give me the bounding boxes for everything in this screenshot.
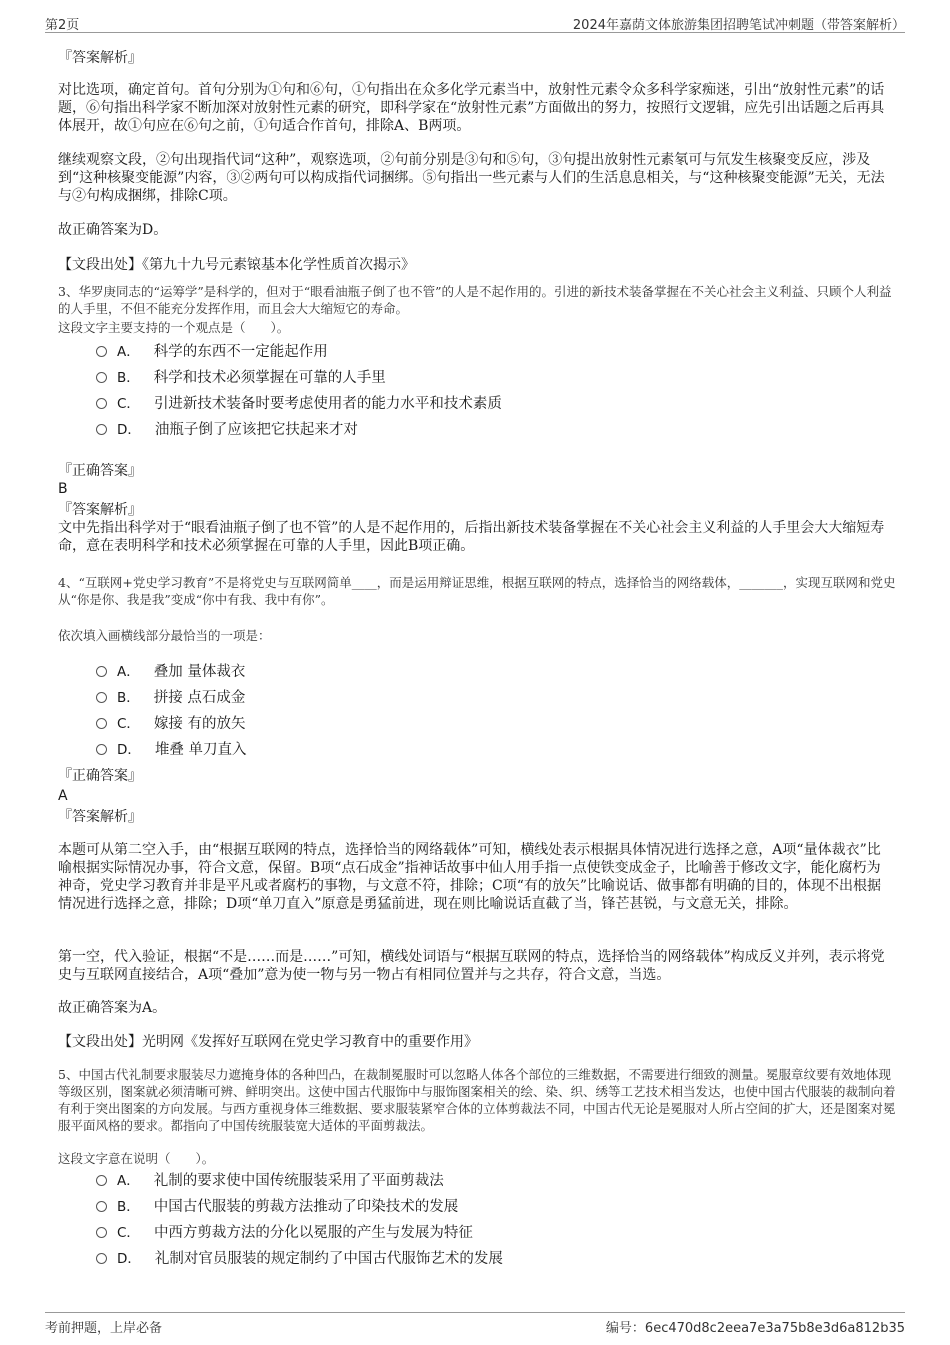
- page-footer: [45, 1312, 905, 1335]
- option-text: 引进新技术装备时要考虑使用者的能力水平和技术素质: [153, 396, 502, 412]
- q3-option-c[interactable]: [96, 394, 502, 414]
- q4-analysis-para-2: 第一空，代入验证，根据“不是……而是……”可知，横线处词语与“根据互联网的特点，选择恰当的网络载体”构成反义并列，表示将党史与互联网直接结合，A项“叠加”意为使一物与另一物占有相同位置并与之共存，符合文意，当选。: [58, 949, 885, 983]
- radio-icon[interactable]: [96, 372, 107, 383]
- q4-question: 依次填入画横线部分最恰当的一项是：: [58, 628, 271, 643]
- q4-analysis-label: 『答案解析』: [58, 809, 142, 825]
- footer-slogan: 考前押题，上岸必备: [45, 1321, 163, 1336]
- option-text: 中国古代服装的剪裁方法推动了印染技术的发展: [153, 1199, 459, 1215]
- option-key: C．: [117, 1225, 140, 1241]
- q3-answer-label: 『正确答案』: [58, 463, 142, 479]
- option-key: B．: [117, 1199, 140, 1215]
- radio-icon[interactable]: [96, 424, 107, 435]
- radio-icon[interactable]: [96, 1253, 107, 1264]
- q4-option-a[interactable]: [96, 662, 245, 682]
- option-key: D．: [117, 422, 141, 438]
- q3-stem: 3、华罗庚同志的“运筹学”是科学的，但对于“眼看油瓶子倒了也不管”的人是不起作用的。引进的新技术装备掌握在不关心社会主义利益、只顾个人利益的人手里，不但不能充分发挥作用，而且会大大缩短它的寿命。: [58, 284, 892, 316]
- q2-analysis-para-1: 对比选项，确定首句。首句分别为①句和⑥句，①句指出在众多化学元素当中，放射性元素令众多科学家痴迷，引出“放射性元素”的话题，⑥句指出科学家不断加深对放射性元素的研究，即科学家在“放射性元素”方面做出的努力，按照行文逻辑，应先引出话题之后再具体展开，故①句应在⑥句之前，①句适合作首句，排除A、B两项。: [58, 82, 885, 134]
- q3-question: 这段文字主要支持的一个观点是（ ）。: [58, 320, 290, 335]
- radio-icon[interactable]: [96, 1175, 107, 1186]
- radio-icon[interactable]: [96, 346, 107, 357]
- option-key: D．: [117, 742, 141, 758]
- option-key: D．: [117, 1251, 141, 1267]
- option-key: B．: [117, 690, 140, 706]
- q5-option-c[interactable]: [96, 1223, 473, 1243]
- option-text: 礼制对官员服装的规定制约了中国古代服饰艺术的发展: [154, 1251, 503, 1267]
- radio-icon[interactable]: [96, 744, 107, 755]
- page-number: 第2页: [45, 18, 80, 33]
- q3-analysis: 文中先指出科学对于“眼看油瓶子倒了也不管”的人是不起作用的，后指出新技术装备掌握在不关心社会主义利益的人手里会大大缩短寿命，意在表明科学和技术必须掌握在可靠的人手里，因此B项正确。: [58, 520, 885, 554]
- q5-option-b[interactable]: [96, 1197, 458, 1217]
- option-key: A．: [117, 1173, 140, 1189]
- option-text: 科学的东西不一定能起作用: [153, 344, 328, 360]
- option-key: A．: [117, 664, 140, 680]
- q2-analysis-label: 『答案解析』: [58, 50, 142, 66]
- option-key: B．: [117, 370, 140, 386]
- q3-answer: B: [58, 481, 68, 497]
- radio-icon[interactable]: [96, 1227, 107, 1238]
- radio-icon[interactable]: [96, 398, 107, 409]
- radio-icon[interactable]: [96, 1201, 107, 1212]
- q4-option-c[interactable]: [96, 714, 246, 734]
- radio-icon[interactable]: [96, 666, 107, 677]
- q2-conclusion: 故正确答案为D。: [58, 222, 168, 238]
- q3-option-d[interactable]: [96, 420, 358, 440]
- option-text: 礼制的要求使中国传统服装采用了平面剪裁法: [153, 1173, 444, 1189]
- q3-option-b[interactable]: [96, 368, 386, 388]
- option-text: 叠加 量体裁衣: [153, 664, 246, 680]
- document-id: 编号：6ec470d8c2eea7e3a75b8e3d6a812b35: [605, 1321, 905, 1336]
- q4-option-d[interactable]: [96, 740, 247, 760]
- radio-icon[interactable]: [96, 718, 107, 729]
- option-text: 油瓶子倒了应该把它扶起来才对: [154, 422, 358, 438]
- page-header: [45, 12, 905, 33]
- q4-stem: 4、“互联网+党史学习教育”不是将党史与互联网简单____，而是运用辩证思维，根据互联网的特点，选择恰当的网络载体，_______，实现互联网和党史从“你是你、我是我”变成“你中有我、我中有你”。: [58, 575, 896, 607]
- q4-answer-label: 『正确答案』: [58, 768, 142, 784]
- q5-question: 这段文字意在说明（ ）。: [58, 1151, 215, 1166]
- q4-answer: A: [58, 788, 68, 804]
- option-key: C．: [117, 396, 140, 412]
- q3-option-a[interactable]: [96, 342, 328, 362]
- q4-conclusion: 故正确答案为A。: [58, 1000, 167, 1016]
- q4-option-b[interactable]: [96, 688, 245, 708]
- option-text: 嫁接 有的放矢: [153, 716, 246, 732]
- option-text: 中西方剪裁方法的分化以冕服的产生与发展为特征: [153, 1225, 473, 1241]
- radio-icon[interactable]: [96, 692, 107, 703]
- q2-source: 【文段出处】《第九十九号元素锿基本化学性质首次揭示》: [58, 257, 415, 273]
- option-key: C．: [117, 716, 140, 732]
- q5-stem: 5、中国古代礼制要求服装尽力遮掩身体的各种凹凸，在裁制冕服时可以忽略人体各个部位的三维数据，不需要进行细致的测量。冕服章纹要有效地体现等级区别，图案就必须清晰可辨、鲜明突出。这使中国古代服饰中与服饰图案相关的绘、染、织、绣等工艺技术相当发达，也使中国古代服装的裁制向着有利于突出图案的方向发展。与西方重视身体三维数据、要求服装紧窄合体的立体剪裁法不同，中国古代无论是冕服对人所占空间的扩大，还是图案对冕服平面风格的要求。都指向了中国传统服装宽大适体的平面剪裁法。: [58, 1067, 896, 1133]
- option-text: 堆叠 单刀直入: [154, 742, 247, 758]
- document-title: 2024年嘉荫文体旅游集团招聘笔试冲刺题（带答案解析）: [572, 18, 905, 33]
- q4-analysis-para-1: 本题可从第二空入手，由“根据互联网的特点，选择恰当的网络载体”可知，横线处表示根据具体情况进行选择之意，A项“量体裁衣”比喻根据实际情况办事，符合文意，保留。B项“点石成金”指神话故事中仙人用手指一点使铁变成金子，比喻善于修改文字，能化腐朽为神奇，党史学习教育并非是平凡或者腐朽的事物，与文意不符，排除；C项“有的放矢”比喻说话、做事都有明确的目的，体现不出根据情况进行选择之意，排除；D项“单刀直入”原意是勇猛前进，现在则比喻说话直截了当，锋芒甚锐，与文意无关，排除。: [58, 842, 882, 912]
- q4-source: 【文段出处】光明网《发挥好互联网在党史学习教育中的重要作用》: [58, 1034, 478, 1050]
- q3-analysis-label: 『答案解析』: [58, 502, 142, 518]
- q2-analysis-para-2: 继续观察文段，②句出现指代词“这种”，观察选项，②句前分别是③句和⑤句，③句提出放射性元素氡可与氘发生核聚变反应，涉及到“这种核聚变能源”内容，③②两句可以构成指代词捆绑。⑤句指出一些元素与人们的生活息息相关，与“这种核聚变能源”无关，无法与②句构成捆绑，排除C项。: [58, 152, 885, 204]
- option-key: A．: [117, 344, 140, 360]
- option-text: 科学和技术必须掌握在可靠的人手里: [153, 370, 386, 386]
- q5-option-d[interactable]: [96, 1249, 503, 1269]
- option-text: 拼接 点石成金: [153, 690, 246, 706]
- q5-option-a[interactable]: [96, 1171, 444, 1191]
